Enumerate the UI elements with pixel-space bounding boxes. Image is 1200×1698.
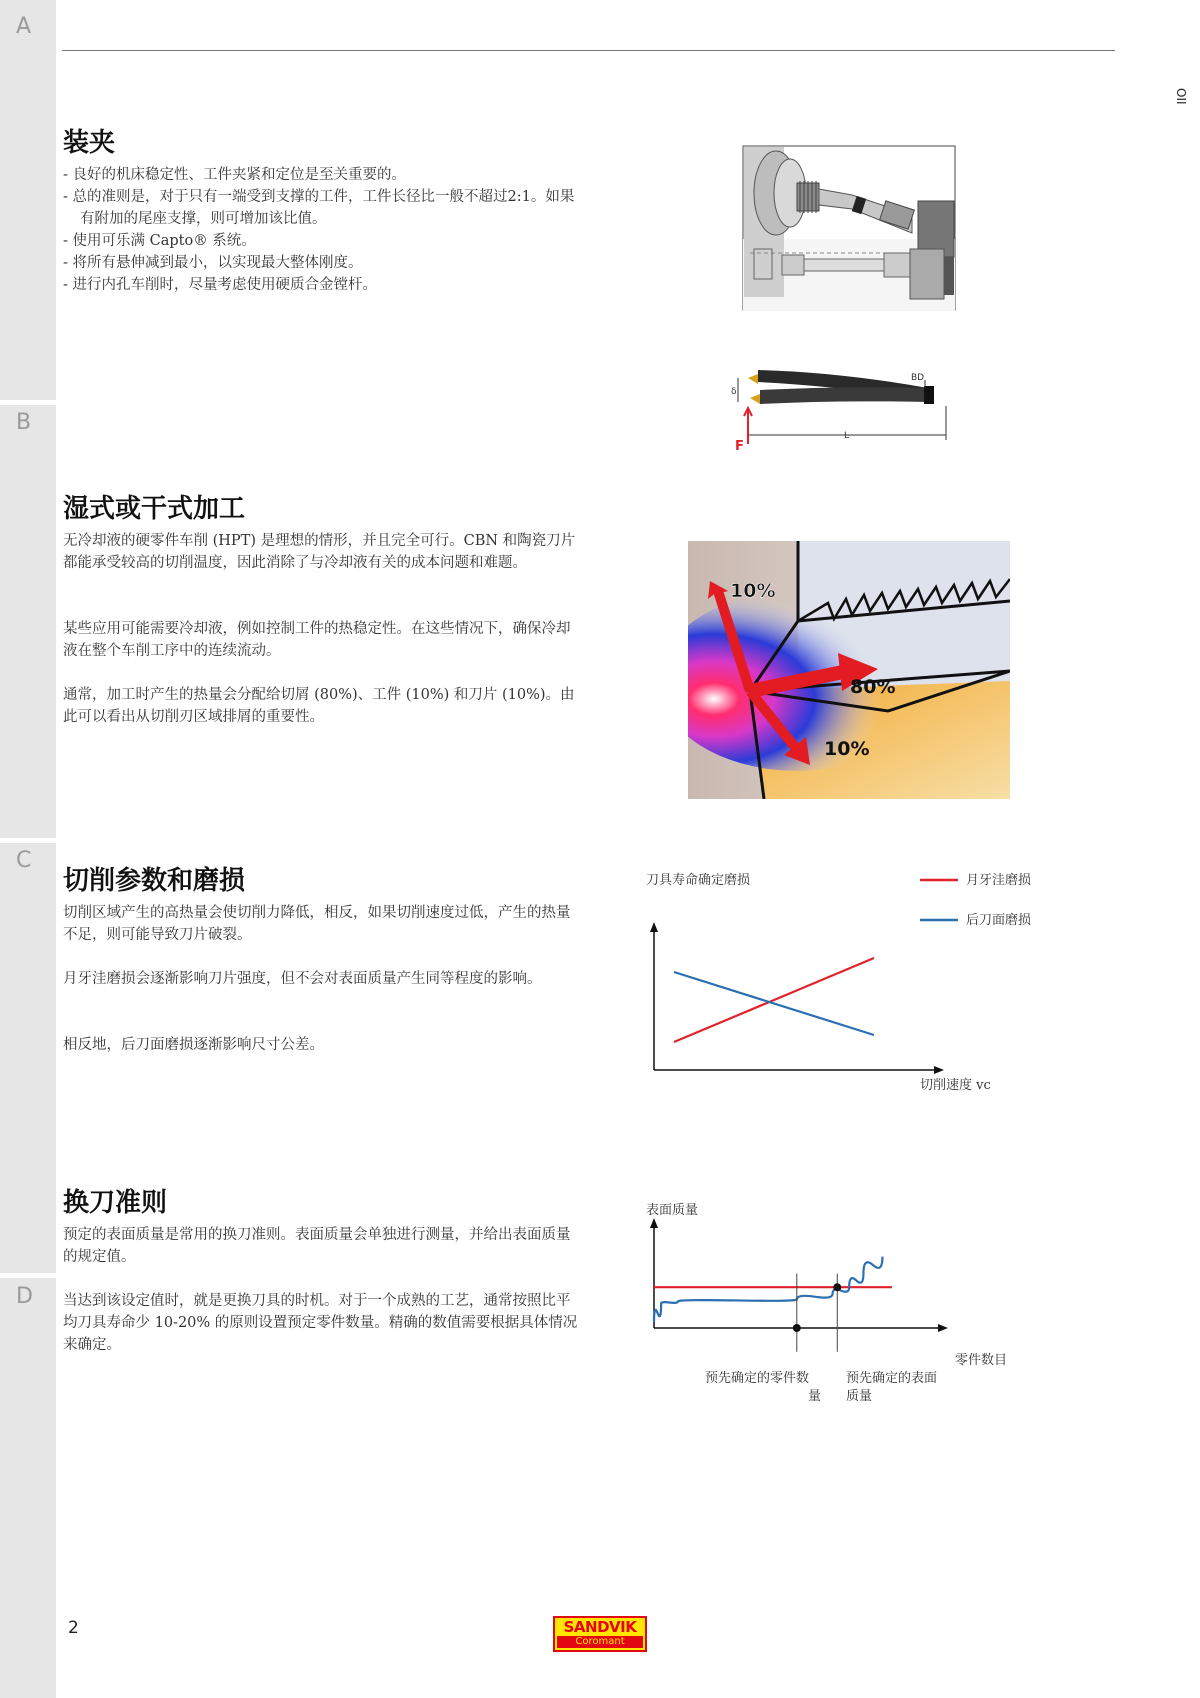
- chart1-y-arrow: [650, 922, 658, 932]
- surface-quality-chart: [640, 1196, 1020, 1406]
- bullet-item: - 进行内孔车削时，尽量考虑使用硬质合金镗杆。: [63, 274, 583, 296]
- bullet-item: - 良好的机床稳定性、工件夹紧和定位是至关重要的。: [63, 164, 583, 186]
- sidebar-letter-c[interactable]: C: [16, 848, 32, 873]
- section-title-wet-dry: 湿式或干式加工: [63, 494, 246, 524]
- chart2-marker-parts: [793, 1324, 801, 1332]
- sidebar-tab-b: [0, 405, 56, 838]
- section-title-clamping: 装夹: [63, 128, 116, 158]
- sidebar-letter-a[interactable]: A: [16, 14, 32, 39]
- chart1-line-flank: [674, 972, 874, 1035]
- chart1-title: 刀具寿命确定磨损: [646, 873, 751, 888]
- params-paragraph-1: 切削区域产生的高热量会使切削力降低，相反，如果切削速度过低，产生的热量不足，则可能导致刀片破裂。: [63, 905, 571, 943]
- section-title-tool-change: 换刀准则: [63, 1188, 168, 1218]
- logo-sub-text: Coromant: [557, 1636, 643, 1648]
- bullet-item: - 总的准则是，对于只有一端受到支撑的工件，工件长径比一般不超过2:1。如果有附加的尾座支撑，则可增加该比值。: [63, 186, 583, 230]
- chart1-x-label: 切削速度 vc: [920, 1078, 991, 1093]
- wet-dry-paragraph-1: 无冷却液的硬零件车削 (HPT) 是理想的情形，并且完全可行。CBN 和陶瓷刀片都能承受较高的切削温度，因此消除了与冷却液有关的成本问题和难题。: [63, 533, 576, 571]
- chart1-x-arrow: [934, 1066, 944, 1074]
- chart2-marker-quality: [833, 1283, 841, 1291]
- sandvik-logo: [553, 1616, 647, 1652]
- page-number: 2: [68, 1618, 79, 1638]
- header-rule: [62, 50, 1115, 51]
- logo-main-text: SANDVIK: [563, 1618, 637, 1636]
- sidebar-letter-d[interactable]: D: [16, 1284, 33, 1309]
- chart2-curve-quality: [654, 1257, 882, 1323]
- chuck-workpiece-illustration: [742, 145, 956, 311]
- clamping-bullet-list: [63, 164, 583, 296]
- chart2-annotation-quality-line2: 质量: [846, 1389, 873, 1404]
- bar-label-l: L: [844, 431, 850, 441]
- wear-vs-speed-chart: [640, 860, 1060, 1100]
- sidebar-tab-d: [0, 1278, 56, 1698]
- sidebar-tab-a: [0, 0, 56, 400]
- bar-label-bd: BD: [911, 373, 925, 383]
- bullet-item: - 使用可乐满 Capto® 系统。: [63, 230, 583, 252]
- chart2-annotation-parts-line1: 预先确定的零件数: [705, 1371, 810, 1386]
- chart2-y-label: 表面质量: [646, 1203, 699, 1218]
- bullet-item: - 将所有悬伸减到最小，以实现最大整体刚度。: [63, 252, 583, 274]
- chart1-legend-flank: 后刀面磨损: [966, 913, 1032, 928]
- chart2-x-arrow: [938, 1324, 948, 1332]
- chart2-annotation-quality-line1: 预先确定的表面: [846, 1371, 938, 1386]
- change-paragraph-2: 当达到该设定值时，就是更换刀具的时机。对于一个成熟的工艺，通常按照比平均刀具寿命少 10-20% 的原则设置预定零件数量。精确的数值需要根据具体情况来确定。: [63, 1293, 578, 1353]
- side-mark: OII: [1174, 88, 1188, 105]
- heat-distribution-figure: [688, 541, 1010, 799]
- chart2-y-arrow: [650, 1218, 658, 1228]
- wet-dry-paragraph-2: 某些应用可能需要冷却液，例如控制工件的热稳定性。在这些情况下，确保冷却液在整个车削工序中的连续流动。: [63, 621, 571, 659]
- params-paragraph-3: 相反地，后刀面磨损逐渐影响尺寸公差。: [63, 1037, 324, 1053]
- params-paragraph-2: 月牙洼磨损会逐渐影响刀片强度，但不会对表面质量产生同等程度的影响。: [63, 971, 542, 987]
- bar-label-force: F: [735, 439, 744, 454]
- heat-label-chip: 80%: [850, 676, 896, 698]
- chart1-legend-crater: 月牙洼磨损: [966, 873, 1032, 888]
- boring-bar-deflection-figure: [728, 350, 960, 455]
- change-paragraph-1: 预定的表面质量是常用的换刀准则。表面质量会单独进行测量，并给出表面质量的规定值。: [63, 1227, 571, 1265]
- heat-label-insert: 10%: [824, 738, 870, 760]
- wet-dry-paragraph-3: 通常，加工时产生的热量会分配给切屑 (80%)、工件 (10%) 和刀片 (10%)。由此可以看出从切削刃区域排屑的重要性。: [63, 687, 575, 725]
- chart1-line-crater: [674, 958, 874, 1042]
- bar-label-delta: δ: [731, 387, 737, 397]
- heat-label-workpiece: 10%: [730, 580, 776, 602]
- chart2-x-label: 零件数目: [955, 1353, 1008, 1368]
- chart2-annotation-parts-line2: 量: [808, 1389, 822, 1404]
- sidebar-letter-b[interactable]: B: [16, 410, 32, 435]
- section-title-params: 切削参数和磨损: [63, 866, 246, 896]
- sidebar-tab-c: [0, 843, 56, 1273]
